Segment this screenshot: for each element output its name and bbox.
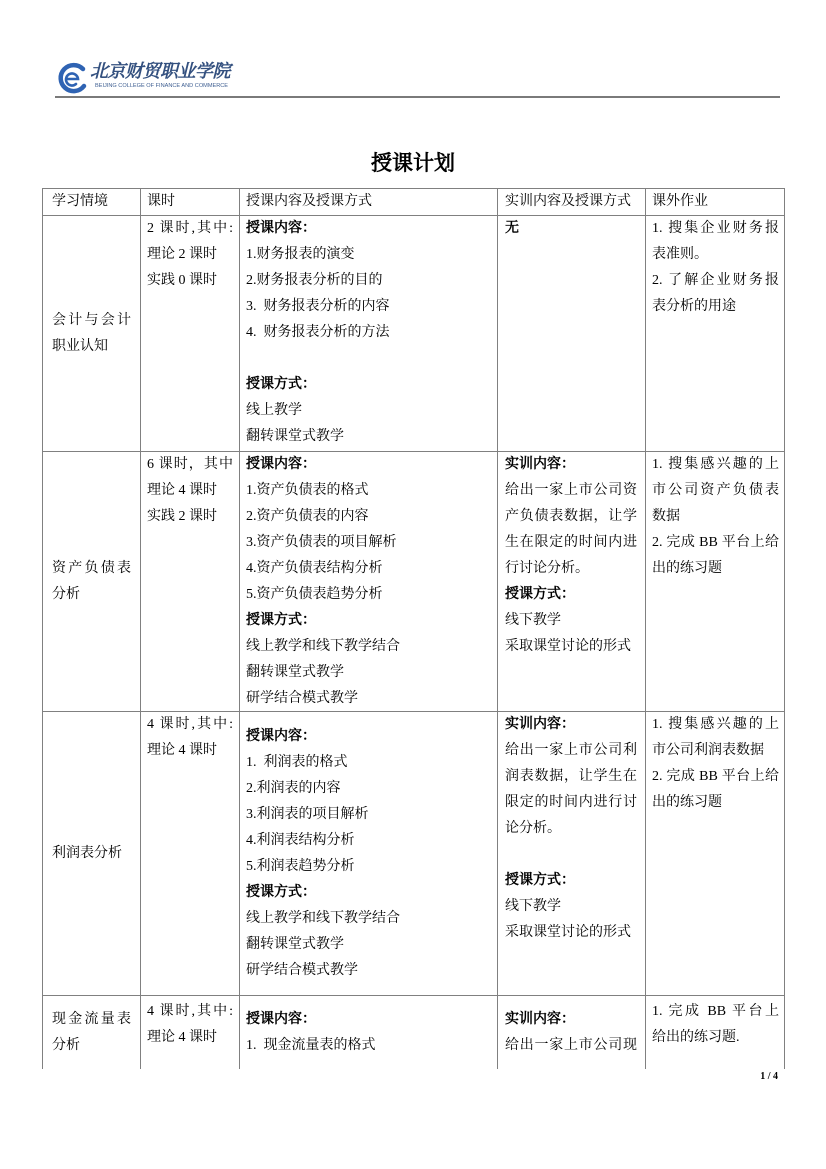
cell-line: 线下教学 [505, 613, 561, 628]
cell-line: 4.资产负债表结构分析 [246, 561, 383, 576]
cell-hours [141, 712, 240, 996]
page-number: 1 / 4 [760, 1071, 778, 1082]
college-emblem-icon [56, 60, 90, 94]
header-rule [55, 96, 780, 98]
cell-line: 线上教学和线下教学结合 [246, 639, 400, 654]
cell-line: 2. 完成 BB 平台上给 [652, 535, 779, 550]
cell-teaching [240, 712, 498, 996]
cell-line: 1. 利润表的格式 [246, 755, 348, 770]
cell-line: 数据 [652, 509, 680, 524]
section-label: 授课内容： [246, 457, 316, 472]
cell-line: 给出的练习题. [652, 1030, 740, 1045]
cell-line: 市公司资产负债表 [652, 483, 779, 498]
section-label: 授课方式： [246, 613, 316, 628]
cell-practice [498, 712, 646, 996]
column-header-hours: 课时 [147, 194, 175, 209]
cell-line: 线下教学 [505, 899, 561, 914]
section-label: 授课方式： [505, 587, 575, 602]
cell-line: 分析 [52, 586, 80, 602]
school-name-en: BEIJING COLLEGE OF FINANCE AND COMMERCE [95, 83, 229, 89]
cell-line: 4 课时,其中: [147, 1004, 233, 1019]
cell-homework [646, 712, 785, 996]
cell-line: 1. 搜集感兴趣的上 [652, 457, 779, 472]
cell-situation [43, 712, 141, 996]
cell-line: 资产负债表 [52, 560, 131, 576]
header-cell [141, 189, 240, 216]
cell-line: 2 课时,其中: [147, 221, 233, 236]
section-label: 授课方式： [505, 873, 575, 888]
section-label: 授课内容： [246, 221, 316, 236]
cell-line: 1.财务报表的演变 [246, 247, 355, 262]
cell-line: 2. 了解企业财务报 [652, 273, 779, 288]
cell-line: 研学结合模式教学 [246, 963, 358, 978]
cell-line: 2.资产负债表的内容 [246, 509, 369, 524]
cell-line: 翻转课堂式教学 [246, 937, 344, 952]
cell-line: 现金流量表 [52, 1011, 131, 1027]
header-cell [646, 189, 785, 216]
cell-line: 出的练习题 [652, 561, 722, 576]
cell-line: 6 课时，其中 [147, 457, 233, 472]
cell-line: 4 课时,其中: [147, 717, 233, 732]
cell-line: 实践 2 课时 [147, 509, 217, 524]
cell-hours [141, 216, 240, 452]
column-header-teaching: 授课内容及授课方式 [246, 194, 372, 209]
cell-line: 线上教学 [246, 403, 302, 418]
cell-line: 5.利润表趋势分析 [246, 859, 355, 874]
cell-line: 1.资产负债表的格式 [246, 483, 369, 498]
cell-situation [43, 216, 141, 452]
cell-homework [646, 452, 785, 712]
cell-line: 表准则。 [652, 247, 708, 262]
cell-homework [646, 216, 785, 452]
cell-line: 表分析的用途 [652, 299, 736, 314]
cell-line: 理论 4 课时 [147, 1030, 217, 1045]
cell-line: 3.资产负债表的项目解析 [246, 535, 397, 550]
cell-line: 研学结合模式教学 [246, 691, 358, 706]
cell-teaching [240, 452, 498, 712]
column-header-situation: 学习情境 [52, 194, 108, 209]
cell-line: 会计与会计 [52, 312, 131, 328]
cell-line: 5.资产负债表趋势分析 [246, 587, 383, 602]
cell-practice [498, 996, 646, 1069]
cell-line: 翻转课堂式教学 [246, 429, 344, 444]
cell-line: 3. 财务报表分析的内容 [246, 299, 390, 314]
cell-homework [646, 996, 785, 1069]
blank-line [505, 842, 637, 868]
section-label: 实训内容： [505, 457, 575, 472]
header-cell [240, 189, 498, 216]
cell-line: 出的练习题 [652, 795, 722, 810]
cell-line: 3.利润表的项目解析 [246, 807, 369, 822]
cell-line: 分析 [52, 1037, 80, 1053]
cell-teaching [240, 216, 498, 452]
cell-line: 行讨论分析。 [505, 561, 589, 576]
cell-line: 职业认知 [52, 338, 108, 354]
cell-teaching [240, 996, 498, 1069]
cell-line: 实践 0 课时 [147, 273, 217, 288]
cell-hours [141, 996, 240, 1069]
section-label: 授课方式： [246, 885, 316, 900]
lesson-plan-table [42, 188, 785, 1069]
cell-line: 市公司利润表数据 [652, 743, 764, 758]
header-cell [43, 189, 141, 216]
cell-line: 理论 4 课时 [147, 483, 217, 498]
section-label: 实训内容： [505, 717, 575, 732]
cell-line: 翻转课堂式教学 [246, 665, 344, 680]
cell-line: 给出一家上市公司利 [505, 743, 637, 758]
cell-line: 采取课堂讨论的形式 [505, 925, 631, 940]
header-cell [498, 189, 646, 216]
school-name-cn: 北京财贸职业学院 [90, 61, 230, 82]
cell-line: 线上教学和线下教学结合 [246, 911, 400, 926]
cell-line: 给出一家上市公司现 [505, 1038, 637, 1053]
cell-practice [498, 452, 646, 712]
cell-line: 1. 现金流量表的格式 [246, 1038, 376, 1053]
cell-situation [43, 452, 141, 712]
cell-line: 理论 4 课时 [147, 743, 217, 758]
cell-line: 2.财务报表分析的目的 [246, 273, 383, 288]
cell-line: 采取课堂讨论的形式 [505, 639, 631, 654]
cell-line: 润表数据，让学生在 [505, 769, 637, 784]
cell-line: 4. 财务报表分析的方法 [246, 325, 390, 340]
cell-line: 给出一家上市公司资 [505, 483, 637, 498]
cell-line: 无 [505, 221, 519, 236]
cell-practice [498, 216, 646, 452]
blank-line [246, 346, 491, 372]
section-label: 授课内容： [246, 1012, 316, 1027]
cell-line: 论分析。 [505, 821, 561, 836]
column-header-practice: 实训内容及授课方式 [505, 194, 631, 209]
section-label: 授课方式： [246, 377, 316, 392]
cell-line: 2. 完成 BB 平台上给 [652, 769, 779, 784]
cell-line: 1. 搜集感兴趣的上 [652, 717, 779, 732]
cell-line: 利润表分析 [52, 845, 122, 861]
cell-line: 生在限定的时间内进 [505, 535, 637, 550]
cell-line: 2.利润表的内容 [246, 781, 341, 796]
cell-line: 1. 搜集企业财务报 [652, 221, 779, 236]
cell-line: 产负债表数据，让学 [505, 509, 637, 524]
cell-hours [141, 452, 240, 712]
section-label: 授课内容： [246, 729, 316, 744]
cell-line: 4.利润表结构分析 [246, 833, 355, 848]
section-label: 实训内容： [505, 1012, 575, 1027]
cell-line: 限定的时间内进行讨 [505, 795, 637, 810]
cell-line: 理论 2 课时 [147, 247, 217, 262]
page-title: 授课计划 [371, 151, 455, 175]
column-header-homework: 课外作业 [652, 194, 708, 209]
cell-line: 1. 完成 BB 平台上 [652, 1004, 779, 1019]
cell-situation [43, 996, 141, 1069]
